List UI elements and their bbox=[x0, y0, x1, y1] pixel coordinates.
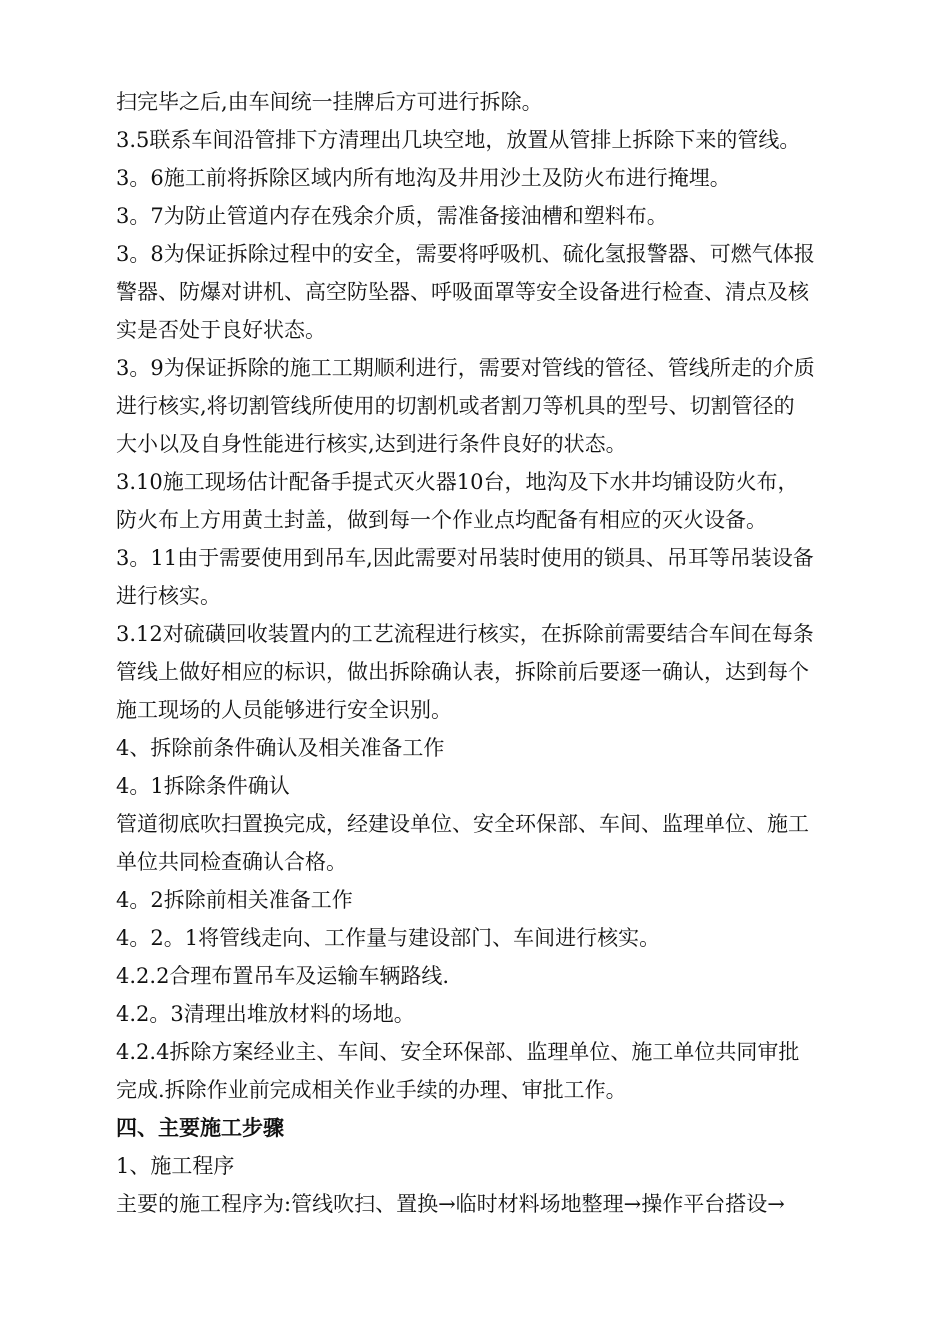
text-line: 防火布上方用黄土封盖，做到每一个作业点均配备有相应的灭火设备。 bbox=[116, 508, 767, 532]
text-line: 警器、防爆对讲机、高空防坠器、呼吸面罩等安全设备进行检查、清点及核 bbox=[116, 280, 809, 304]
text-line: 进行核实。 bbox=[116, 584, 221, 608]
subsection-heading: 4。2拆除前相关准备工作 bbox=[116, 888, 353, 912]
subsection-heading: 4。1拆除条件确认 bbox=[116, 774, 290, 798]
text-line: 实是否处于良好状态。 bbox=[116, 318, 326, 342]
text-line: 3.5联系车间沿管排下方清理出几块空地，放置从管排上拆除下来的管线。 bbox=[116, 128, 801, 152]
text-line: 4.2.2合理布置吊车及运输车辆路线. bbox=[116, 964, 450, 988]
text-line: 管线上做好相应的标识，做出拆除确认表，拆除前后要逐一确认，达到每个 bbox=[116, 660, 809, 684]
text-line: 3。7为防止管道内存在残余介质，需准备接油槽和塑料布。 bbox=[116, 204, 668, 228]
text-line: 主要的施工程序为:管线吹扫、置换→临时材料场地整理→操作平台搭设→ bbox=[116, 1192, 785, 1216]
text-line: 3.12对硫磺回收装置内的工艺流程进行核实，在拆除前需要结合车间在每条 bbox=[116, 622, 814, 646]
text-line: 单位共同检查确认合格。 bbox=[116, 850, 347, 874]
text-line: 施工现场的人员能够进行安全识别。 bbox=[116, 698, 452, 722]
text-line: 3。6施工前将拆除区域内所有地沟及井用沙土及防火布进行掩埋。 bbox=[116, 166, 731, 190]
text-line: 管道彻底吹扫置换完成，经建设单位、安全环保部、车间、监理单位、施工 bbox=[116, 812, 809, 836]
text-line: 大小以及自身性能进行核实,达到进行条件良好的状态。 bbox=[116, 432, 627, 456]
text-line: 3。11由于需要使用到吊车,因此需要对吊装时使用的锁具、吊耳等吊装设备 bbox=[116, 546, 814, 570]
text-line: 3。9为保证拆除的施工工期顺利进行，需要对管线的管径、管线所走的介质 bbox=[116, 356, 815, 380]
text-line: 4.2。3清理出堆放材料的场地。 bbox=[116, 1002, 415, 1026]
chapter-heading: 四、主要施工步骤 bbox=[116, 1116, 284, 1140]
section-heading: 1、施工程序 bbox=[116, 1154, 235, 1178]
section-heading: 4、拆除前条件确认及相关准备工作 bbox=[116, 736, 445, 760]
text-line: 3.10施工现场估计配备手提式灭火器10台，地沟及下水井均铺设防火布， bbox=[116, 470, 799, 494]
document-body bbox=[116, 83, 866, 1223]
text-line: 4。2。1将管线走向、工作量与建设部门、车间进行核实。 bbox=[116, 926, 661, 950]
text-line: 4.2.4拆除方案经业主、车间、安全环保部、监理单位、施工单位共同审批 bbox=[116, 1040, 800, 1064]
text-line: 扫完毕之后,由车间统一挂牌后方可进行拆除。 bbox=[116, 90, 543, 114]
text-line: 3。8为保证拆除过程中的安全，需要将呼吸机、硫化氢报警器、可燃气体报 bbox=[116, 242, 815, 266]
text-line: 完成.拆除作业前完成相关作业手续的办理、审批工作。 bbox=[116, 1078, 627, 1102]
text-line: 进行核实,将切割管线所使用的切割机或者割刀等机具的型号、切割管径的 bbox=[116, 394, 795, 418]
